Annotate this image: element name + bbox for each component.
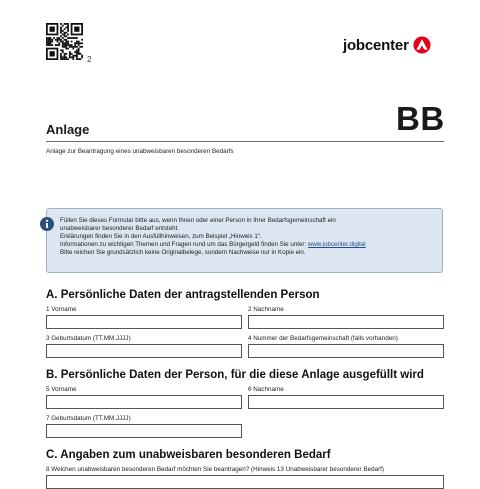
- bedarf-input[interactable]: [46, 475, 444, 489]
- jobcenter-digital-link[interactable]: www.jobcenter.digital: [307, 241, 366, 248]
- qr-code-icon: [46, 23, 83, 60]
- section-a-heading: A. Persönliche Daten der antragstellenden Person: [46, 289, 320, 301]
- nachname-input[interactable]: [248, 315, 444, 329]
- info-text: [60, 217, 366, 257]
- form-title: Anlage: [46, 122, 90, 137]
- info-line: [60, 241, 366, 249]
- page-number: 2: [87, 55, 92, 64]
- form-code: BB: [396, 100, 445, 137]
- field-label-vorname-b: 5 Vorname: [46, 386, 77, 393]
- info-line: Füllen Sie dieses Formular bitte aus, wenn Ihnen oder einer Person in Ihrer Bedarfsgemeinschaft ein: [60, 217, 336, 224]
- geburtsdatum-input[interactable]: [46, 344, 242, 358]
- info-line: unabweisbarer besonderer Bedarf entsteht.: [60, 225, 180, 232]
- vorname-b-input[interactable]: [46, 395, 242, 409]
- field-label-bg-nummer: 4 Nummer der Bedarfsgemeinschaft (falls vorhanden): [248, 335, 398, 342]
- nachname-b-input[interactable]: [248, 395, 444, 409]
- info-line-text: Informationen zu wichtigen Themen und Fragen rund um das Bürgergeld finden Sie unter:: [60, 241, 307, 248]
- info-line: Erklärungen finden Sie in den Ausfüllhinweisen, zum Beispiel „Hinweis 1“.: [60, 233, 262, 240]
- field-label-nachname: 2 Nachname: [248, 306, 284, 313]
- title-divider: [46, 141, 444, 142]
- field-label-vorname: 1 Vorname: [46, 306, 77, 313]
- geburtsdatum-b-input[interactable]: [46, 424, 242, 438]
- jobcenter-logo-mark-icon: [413, 36, 431, 54]
- section-c-heading: C. Angaben zum unabweisbaren besonderen Bedarf: [46, 449, 331, 461]
- field-label-geburtsdatum-b: 7 Geburtsdatum (TT.MM.JJJJ): [46, 415, 131, 422]
- field-label-nachname-b: 6 Nachname: [248, 386, 284, 393]
- jobcenter-logo: [343, 36, 431, 54]
- logo-text: jobcenter: [343, 36, 409, 54]
- form-subtitle: Anlage zur Beantragung eines unabweisbaren besonderen Bedarfs: [46, 148, 234, 155]
- field-label-geburtsdatum: 3 Geburtsdatum (TT.MM.JJJJ): [46, 335, 131, 342]
- bg-nummer-input[interactable]: [248, 344, 444, 358]
- vorname-input[interactable]: [46, 315, 242, 329]
- field-label-bedarf: 8 Welchen unabweisbaren besonderen Bedarf möchten Sie beantragen? (Hinweis 13 Unabweisbarer besonderer Bedarf): [46, 466, 385, 473]
- section-b-heading: B. Persönliche Daten der Person, für die diese Anlage ausgefüllt wird: [46, 369, 424, 381]
- info-icon: [40, 217, 54, 231]
- info-line: Bitte reichen Sie grundsätzlich keine Originalbelege, sondern Nachweise nur in Kopie ein.: [60, 249, 306, 256]
